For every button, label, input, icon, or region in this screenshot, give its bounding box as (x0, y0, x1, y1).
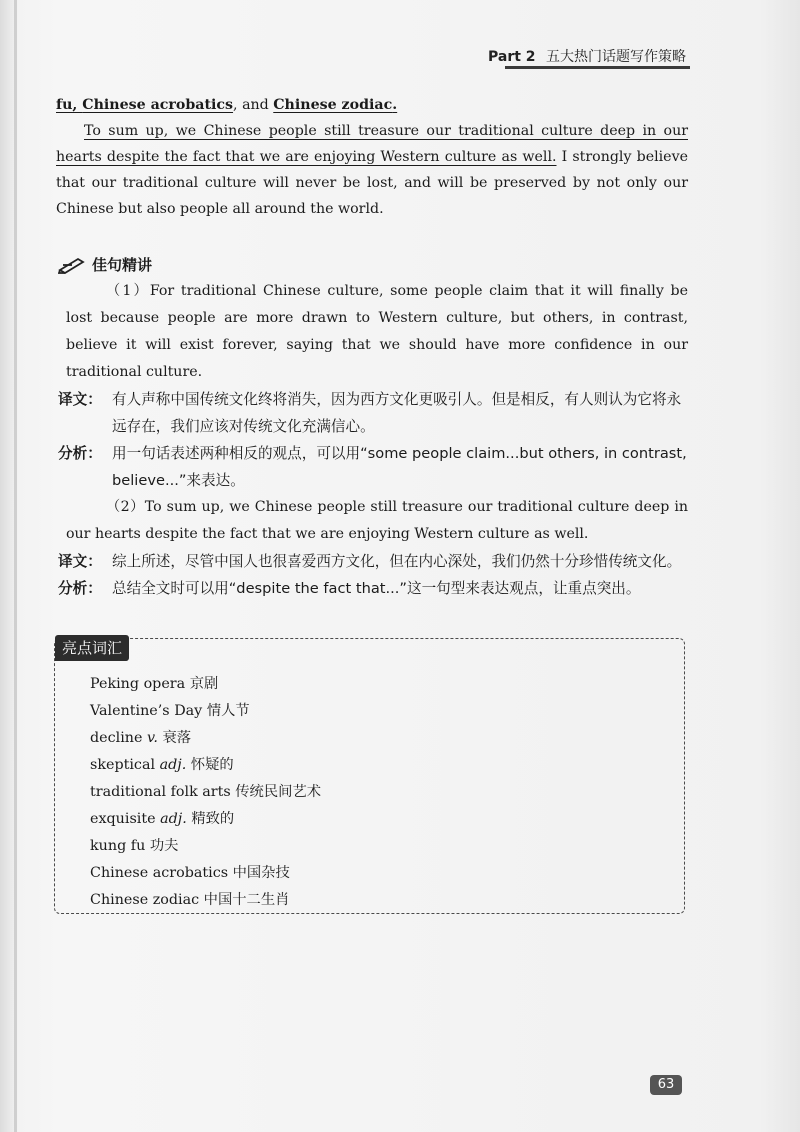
vocab-item: decline v. 衰落 (90, 730, 192, 746)
header-title: 五大热门话题写作策略 (546, 49, 686, 65)
analysis-1: 分析： 用一句话表述两种相反的观点，可以用“some people claim...but others, in contrast, believe...”来表达。 (58, 445, 687, 489)
essay-excerpt (56, 92, 688, 222)
vocab-item: Chinese acrobatics 中国杂技 (90, 865, 290, 881)
page-number: 63 (650, 1075, 682, 1095)
header-rule (505, 66, 690, 69)
vocab-item: traditional folk arts 传统民间艺术 (90, 784, 322, 800)
conclusion-key-sentence: To sum up, we Chinese people still treasure our traditional culture deep in our hearts despite the fact that we are enjoying Western culture as well. (56, 123, 688, 165)
vocab-item: kung fu 功夫 (90, 838, 179, 854)
vocabulary-tag: 亮点词汇 (55, 635, 129, 661)
term-zodiac: Chinese zodiac (273, 97, 393, 113)
example-sentence-1: （1）For traditional Chinese culture, some people claim that it will finally be lost because people are more drawn to Western culture, but others, in contrast, believe it will exist forever, saying that we should have more confidence in our traditional culture. (66, 283, 688, 380)
page-binding-edge (14, 0, 17, 1132)
translation-2: 译文： 综上所述，尽管中国人也很喜爱西方文化，但在内心深处，我们仍然十分珍惜传统文化。 (58, 553, 682, 570)
vocabulary-list (90, 671, 321, 914)
term-acrobatics: Chinese acrobatics (82, 97, 234, 113)
section-title: 佳句精讲 (58, 252, 688, 278)
vocab-item: Peking opera 京剧 (90, 676, 219, 692)
essay-line-1: fu, Chinese acrobatics, and Chinese zodiac. (56, 97, 398, 113)
analysis-2: 分析： 总结全文时可以用“despite the fact that...”这一句型来表达观点，让重点突出。 (58, 580, 641, 597)
vocab-item: Valentine’s Day 情人节 (90, 703, 250, 719)
essay-conclusion: To sum up, we Chinese people still treasure our traditional culture deep in our hearts despite the fact that we are enjoying Western culture as well. I strongly believe that our traditional culture will never be lost, and will be preserved by not only our Chinese but also people all around the world. (56, 123, 688, 217)
vocab-item: skeptical adj. 怀疑的 (90, 757, 234, 773)
pen-icon (58, 256, 86, 274)
running-header (488, 40, 690, 70)
example-sentence-2: （2）To sum up, we Chinese people still treasure our traditional culture deep in our hearts despite the fact that we are enjoying Western culture as well. (66, 499, 688, 542)
header-part: Part 2 (488, 49, 536, 65)
vocab-item: exquisite adj. 精致的 (90, 811, 235, 827)
vocabulary-box (54, 638, 685, 914)
translation-1: 译文： 有人声称中国传统文化终将消失，因为西方文化更吸引人。但是相反，有人则认为它将永远存在，我们应该对传统文化充满信心。 (58, 391, 682, 435)
sentence-analysis-section (58, 252, 688, 602)
vocab-item: Chinese zodiac 中国十二生肖 (90, 892, 290, 908)
